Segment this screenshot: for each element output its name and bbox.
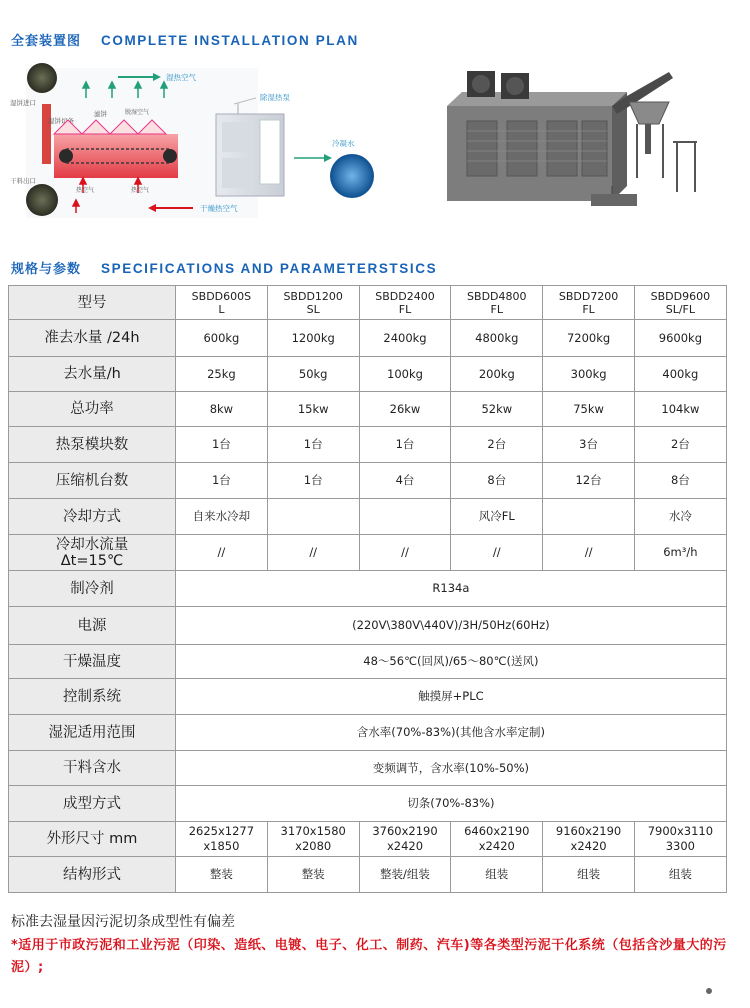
value-cell: 3台 [543, 427, 635, 463]
value-cell: 104kw [634, 392, 726, 427]
value-cell: 75kw [543, 392, 635, 427]
value-cell: 水冷 [634, 499, 726, 535]
model-cell: SBDD7200 FL [543, 286, 635, 320]
row-label: 压缩机台数 [9, 463, 176, 499]
value-cell: 2400kg [359, 320, 451, 357]
section-title-cn: 全套装置图 [11, 34, 82, 49]
label-wet-inlet: 湿饼进口 [10, 99, 36, 107]
row-label: 去水量/h [9, 357, 176, 392]
table-header-row [9, 286, 727, 320]
value-cell: 12台 [543, 463, 635, 499]
conveyor-roller-left [59, 149, 73, 163]
value-cell: 50kg [267, 357, 359, 392]
value-cell: 400kg [634, 357, 726, 392]
condensate-image [330, 154, 374, 198]
value-cell: 9160x2190 x2420 [543, 822, 635, 857]
table-row [9, 786, 727, 822]
label-hot-air-2: 热空气 [131, 187, 150, 194]
label-filter: 滤饼 [94, 110, 107, 118]
label-dry-outlet: 干料出口 [10, 177, 36, 185]
table-row [9, 320, 727, 357]
table-row [9, 751, 727, 786]
row-label: 总功率 [9, 392, 176, 427]
label-condensate: 冷凝水 [332, 139, 355, 148]
label-hot-air-1: 热空气 [76, 187, 95, 194]
value-cell: 7900x3110 3300 [634, 822, 726, 857]
table-row [9, 857, 727, 893]
row-label: 干燥温度 [9, 645, 176, 679]
row-label: 干料含水 [9, 751, 176, 786]
value-cell: 1台 [267, 463, 359, 499]
value-cell: 整装 [267, 857, 359, 893]
value-cell: 52kw [451, 392, 543, 427]
value-cell: 自来水冷却 [176, 499, 268, 535]
span-cell: 48～56℃(回风)/65～80℃(送风) [176, 645, 727, 679]
model-cell: SBDD2400 FL [359, 286, 451, 320]
label-dry-hot-air: 干燥热空气 [200, 204, 238, 213]
value-cell: 2625x1277 x1850 [176, 822, 268, 857]
table-row [9, 463, 727, 499]
value-cell: 6m³/h [634, 535, 726, 571]
span-cell: 触摸屏+PLC [176, 679, 727, 715]
label-dehumid-pump: 除湿热泵 [260, 93, 290, 102]
table-row [9, 679, 727, 715]
value-cell: 整装 [176, 857, 268, 893]
model-cell: SBDD1200 SL [267, 286, 359, 320]
value-cell: 15kw [267, 392, 359, 427]
section-title-specs [11, 258, 437, 277]
model-cell: SBDD600S L [176, 286, 268, 320]
value-cell: 4800kg [451, 320, 543, 357]
row-label: 电源 [9, 607, 176, 645]
value-cell: 整装/组装 [359, 857, 451, 893]
value-cell: 25kg [176, 357, 268, 392]
span-cell: 含水率(70%-83%)(其他含水率定制) [176, 715, 727, 751]
value-cell: 300kg [543, 357, 635, 392]
label-wet-cut: 湿饼切条 [48, 117, 74, 125]
value-cell: // [267, 535, 359, 571]
row-label: 准去水量 /24h [9, 320, 176, 357]
section-title-installation [11, 30, 359, 49]
feed-column [42, 104, 51, 164]
table-row [9, 392, 727, 427]
table-row [9, 571, 727, 607]
value-cell: 风冷FL [451, 499, 543, 535]
value-cell: // [451, 535, 543, 571]
note-application: *适用于市政污泥和工业污泥（印染、造纸、电镀、电子、化工、制药、汽车)等各类型污泥干化系统（包括含沙量大的污泥）; [11, 938, 727, 975]
value-cell: 组装 [451, 857, 543, 893]
row-label: 热泵模块数 [9, 427, 176, 463]
value-cell: 1台 [176, 463, 268, 499]
dry-sludge-image [26, 184, 58, 216]
label-low-temp-air: 脱湿空气 [125, 109, 150, 116]
table-row [9, 499, 727, 535]
value-cell: 6460x2190 x2420 [451, 822, 543, 857]
value-cell: 200kg [451, 357, 543, 392]
value-cell: 8台 [634, 463, 726, 499]
page-marker [706, 988, 712, 994]
value-cell: // [359, 535, 451, 571]
span-cell: 切条(70%-83%) [176, 786, 727, 822]
row-label: 冷却方式 [9, 499, 176, 535]
value-cell: 1台 [359, 427, 451, 463]
value-cell [359, 499, 451, 535]
value-cell: 3170x1580 x2080 [267, 822, 359, 857]
table-row [9, 645, 727, 679]
value-cell: 组装 [543, 857, 635, 893]
table-row [9, 607, 727, 645]
model-cell: SBDD9600 SL/FL [634, 286, 726, 320]
value-cell: 1200kg [267, 320, 359, 357]
value-cell: 组装 [634, 857, 726, 893]
value-cell: 8kw [176, 392, 268, 427]
section-title-en: SPECIFICATIONS AND PARAMETERSTSICS [101, 261, 438, 276]
span-cell: (220V\380V\440V)/3H/50Hz(60Hz) [176, 607, 727, 645]
conveyor-roller-right [163, 149, 177, 163]
value-cell: 100kg [359, 357, 451, 392]
table-row [9, 535, 727, 571]
value-cell: 4台 [359, 463, 451, 499]
value-cell [543, 499, 635, 535]
note-standard: 标准去湿量因污泥切条成型性有偏差 [11, 914, 235, 930]
model-cell: SBDD4800 FL [451, 286, 543, 320]
value-cell: 8台 [451, 463, 543, 499]
row-label: 冷却水流量 Δt=15℃ [9, 535, 176, 571]
installation-diagram [8, 58, 403, 223]
table-row [9, 427, 727, 463]
value-cell: 1台 [176, 427, 268, 463]
value-cell: 600kg [176, 320, 268, 357]
wet-sludge-image [27, 63, 57, 93]
span-cell: 变频调节，含水率(10%-50%) [176, 751, 727, 786]
value-cell [267, 499, 359, 535]
value-cell: // [176, 535, 268, 571]
row-label: 结构形式 [9, 857, 176, 893]
section-title-en: COMPLETE INSTALLATION PLAN [101, 33, 359, 48]
row-label: 外形尺寸 mm [9, 822, 176, 857]
value-cell: 26kw [359, 392, 451, 427]
row-label: 湿泥适用范围 [9, 715, 176, 751]
row-label: 成型方式 [9, 786, 176, 822]
value-cell: 3760x2190 x2420 [359, 822, 451, 857]
control-box [591, 194, 637, 206]
spec-table [8, 285, 727, 893]
row-label: 型号 [9, 286, 176, 320]
table-row [9, 357, 727, 392]
value-cell: 2台 [451, 427, 543, 463]
value-cell: 9600kg [634, 320, 726, 357]
value-cell: // [543, 535, 635, 571]
table-row [9, 715, 727, 751]
section-title-cn: 规格与参数 [11, 262, 82, 277]
value-cell: 1台 [267, 427, 359, 463]
span-cell: R134a [176, 571, 727, 607]
machine-illustration [437, 66, 700, 218]
row-label: 制冷剂 [9, 571, 176, 607]
row-label: 控制系统 [9, 679, 176, 715]
table-row [9, 822, 727, 857]
label-humid-air: 湿热空气 [166, 73, 196, 82]
value-cell: 2台 [634, 427, 726, 463]
value-cell: 7200kg [543, 320, 635, 357]
